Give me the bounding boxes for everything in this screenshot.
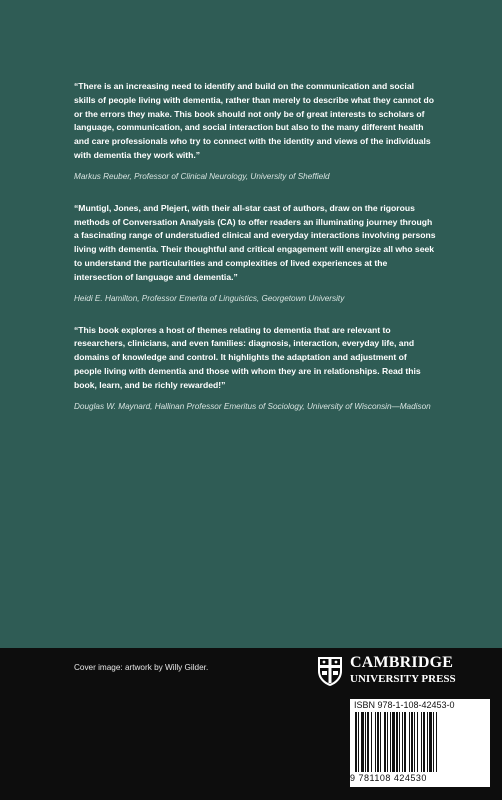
barcode-bar	[390, 712, 391, 772]
endorsement-quote: “There is an increasing need to identify and build on the communication and social skills of people living with dementia, rather than merely to describe what they cannot do or the errors they make. This book should not only be of great interests to scholars of language, communication, and social interaction but also to the many different health and care professionals who try to connect with the identity and views of the individuals with dementia they work with.”	[74, 81, 435, 160]
barcode-number: 9 781108 424530	[350, 773, 427, 783]
barcode-bar	[377, 712, 379, 772]
barcode-bar	[411, 712, 413, 772]
barcode-bar	[421, 712, 422, 772]
barcode-bar	[429, 712, 432, 772]
isbn-label: ISBN 978-1-108-42453-0	[354, 700, 455, 710]
cover-image-credit: Cover image: artwork by Willy Gilder.	[74, 663, 209, 672]
barcode-bar	[409, 712, 410, 772]
publisher-subname: UNIVERSITY PRESS	[350, 673, 456, 685]
endorsement-attribution: Douglas W. Maynard, Hallinan Professor Emeritus of Sociology, University of Wisconsin—Madison	[74, 401, 431, 411]
endorsement-attribution: Markus Reuber, Professor of Clinical Neurology, University of Sheffield	[74, 171, 330, 181]
barcode-bar	[402, 712, 403, 772]
barcode-icon	[353, 712, 473, 774]
barcode-bar	[367, 712, 369, 772]
endorsement-3	[74, 324, 436, 413]
barcode-bar	[396, 712, 398, 772]
crest-icon	[316, 655, 344, 687]
barcode-bar	[423, 712, 425, 772]
barcode-bar	[365, 712, 366, 772]
publisher-name: CAMBRIDGE	[350, 654, 454, 671]
barcode-bar	[387, 712, 388, 772]
isbn-barcode-box	[350, 699, 490, 787]
barcode-bar	[355, 712, 357, 772]
endorsement-quote: “Muntigl, Jones, and Plejert, with their all-star cast of authors, draw on the rigorous methods of Conversation Analysis (CA) to offer readers an illuminating journey through a fascinating range of understudied clinical and everyday interactions involving persons living with dementia. Their thoughtful and critical engagement will energize all who seek to understand the particularities and complexities of lived experiences at the intersection of language and dementia.”	[74, 202, 436, 282]
barcode-bar	[375, 712, 376, 772]
barcode-bar	[371, 712, 372, 772]
barcode-bar	[404, 712, 406, 772]
barcode-bar	[436, 712, 437, 772]
barcode-bar	[380, 712, 381, 772]
barcode-bar	[399, 712, 400, 772]
barcode-bar	[361, 712, 364, 772]
barcode-bar	[433, 712, 434, 772]
endorsement-1	[74, 80, 436, 183]
endorsements	[74, 80, 436, 432]
barcode-bar	[414, 712, 415, 772]
barcode-bar	[417, 712, 418, 772]
barcode-bar	[358, 712, 359, 772]
endorsement-2	[74, 202, 436, 305]
publisher-logo	[316, 654, 456, 690]
endorsement-attribution: Heidi E. Hamilton, Professor Emerita of Linguistics, Georgetown University	[74, 293, 345, 303]
barcode-bar	[392, 712, 395, 772]
barcode-bar	[384, 712, 386, 772]
cover-footer	[0, 648, 502, 800]
barcode-bar	[427, 712, 428, 772]
endorsement-quote: “This book explores a host of themes relating to dementia that are relevant to researchers, clinicians, and even families: diagnosis, interaction, everyday life, and domains of knowledge and control. It highlights the adaptation and adjustment of people living with dementia and those with whom they are in relationships. Read this book, learn, and be richly rewarded!”	[74, 324, 421, 390]
